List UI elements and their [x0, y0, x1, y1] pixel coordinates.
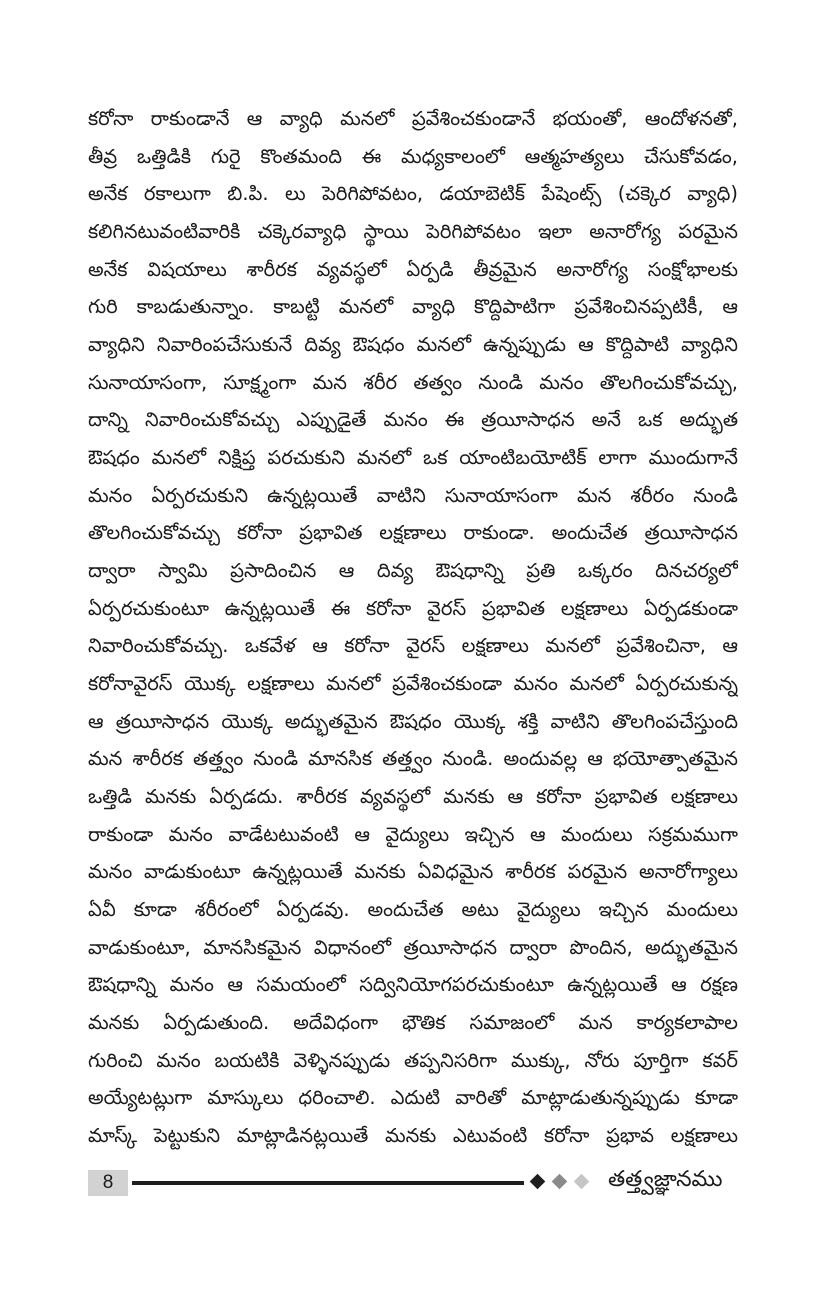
diamond-ornament-icon — [574, 1174, 590, 1190]
page-body-text — [88, 100, 738, 1155]
text-line: ఏర్పరచుకుంటూ ఉన్నట్లయితే ఈ కరోనా వైరస్ ప్రభావిత లక్షణాలు ఏర్పడకుండా — [88, 596, 738, 620]
text-line: ఔషధం మనలో నిక్షిప్త పరచుకుని మనలో ఒక యాంటిబయోటిక్ లాగా ముందుగానే — [88, 446, 738, 470]
diamond-ornament-icon — [530, 1174, 546, 1190]
text-line: కలిగినటువంటివారికి చక్కెరవ్యాధి స్థాయి పెరిగిపోవటం ఇలా అనారోగ్య పరమైన — [88, 220, 738, 244]
text-line: దాన్ని నివారించుకోవచ్చు ఎప్పుడైతే మనం ఈ త్రయీసాధన అనే ఒక అద్భుత — [88, 408, 738, 432]
text-line: సునాయాసంగా, సూక్ష్మంగా మన శరీర తత్వం నుండి మనం తొలగించుకోవచ్చు, — [88, 370, 738, 394]
text-line: అనేక రకాలుగా బి.పి. లు పెరిగిపోవటం, డయాబెటిక్ పేషెంట్స్ (చక్కెర వ్యాధి) — [88, 182, 738, 206]
text-line: ఔషధాన్ని మనం ఆ సమయంలో సద్వినియోగపరచుకుంటూ ఉన్నట్లయితే ఆ రక్షణ — [88, 973, 738, 997]
text-line: మనకు ఏర్పడుతుంది. అదేవిధంగా భౌతిక సమాజంలో మన కార్యకలాపాల — [88, 1011, 738, 1035]
text-line: ద్వారా స్వామి ప్రసాదించిన ఆ దివ్య ఔషధాన్ని ప్రతి ఒక్కరం దినచర్యలో — [88, 559, 738, 583]
page-number: 8 — [88, 1170, 128, 1196]
text-line: ఏవీ కూడా శరీరంలో ఏర్పడవు. అందుచేత అటు వైద్యులు ఇచ్చిన మందులు — [88, 898, 738, 922]
text-line: మనం వాడుకుంటూ ఉన్నట్లయితే మనకు ఏవిధమైన శారీరక పరమైన అనారోగ్యాలు — [88, 860, 738, 884]
text-line: కరోనా రాకుండానే ఆ వ్యాధి మనలో ప్రవేశించకుండానే భయంతో, ఆందోళనతో, — [88, 107, 738, 130]
text-line: మనం ఏర్పరచుకుని ఉన్నట్లయితే వాటిని సునాయాసంగా మన శరీరం నుండి — [88, 483, 738, 507]
diamond-ornament-icon — [552, 1174, 568, 1190]
text-line: వాడుకుంటూ, మానసికమైన విధానంలో త్రయీసాధన ద్వారా పొందిన, అద్భుతమైన — [88, 935, 738, 959]
text-line: తీవ్ర ఒత్తిడికి గురై కొంతమంది ఈ మధ్యకాలంలో ఆత్మహత్యలు చేసుకోవడం, — [88, 144, 738, 168]
book-title: తత్త్వజ్ఞానము — [608, 1167, 723, 1192]
text-line: అనేక విషయాలు శారీరక వ్యవస్థలో ఏర్పడి తీవ్రమైన అనారోగ్య సంక్షోభాలకు — [88, 257, 738, 281]
text-line: ఆ త్రయీసాధన యొక్క అద్భుతమైన ఔషధం యొక్క శక్తి వాటిని తొలగింపచేస్తుంది — [88, 709, 738, 733]
text-line: నివారించుకోవచ్చు. ఒకవేళ ఆ కరోనా వైరస్ లక్షణాలు మనలో ప్రవేశించినా, ఆ — [88, 634, 738, 658]
text-line: గురించి మనం బయటికి వెళ్ళినప్పుడు తప్పనిసరిగా ముక్కు, నోరు పూర్తిగా కవర్ — [88, 1048, 738, 1072]
text-line: మాస్క్ పెట్టుకుని మాట్లాడినట్లయితే మనకు ఎటువంటి కరోనా ప్రభావ లక్షణాలు — [88, 1124, 738, 1148]
text-line: కరోనావైరస్ యొక్క లక్షణాలు మనలో ప్రవేశించకుండా మనం మనలో ఏర్పరచుకున్న — [88, 672, 738, 696]
text-line: ఒత్తిడి మనకు ఏర్పడదు. శారీరక వ్యవస్థలో మనకు ఆ కరోనా ప్రభావిత లక్షణాలు — [88, 785, 738, 809]
text-line: గురి కాబడుతున్నాం. కాబట్టి మనలో వ్యాధి కొద్దిపాటిగా ప్రవేశించినప్పటికీ, ఆ — [88, 295, 738, 319]
page-footer — [88, 1167, 743, 1198]
text-line: రాకుండా మనం వాడేటటువంటి ఆ వైద్యులు ఇచ్చిన ఆ మందులు సక్రమముగా — [88, 822, 738, 846]
text-line: తొలగించుకోవచ్చు కరోనా ప్రభావిత లక్షణాలు రాకుండా. అందుచేత త్రయీసాధన — [88, 521, 738, 545]
text-line: వ్యాధిని నివారింపచేసుకునే దివ్య ఔషధం మనలో ఉన్నప్పుడు ఆ కొద్దిపాటి వ్యాధిని — [88, 333, 738, 357]
text-line: అయ్యేటట్లుగా మాస్కులు ధరించాలి. ఎదుటి వారితో మాట్లాడుతున్నప్పుడు కూడా — [88, 1086, 738, 1110]
text-line: మన శారీరక తత్త్వం నుండి మానసిక తత్త్వం నుండి. అందువల్ల ఆ భయోత్పాతమైన — [88, 747, 738, 771]
footer-divider — [132, 1181, 524, 1185]
